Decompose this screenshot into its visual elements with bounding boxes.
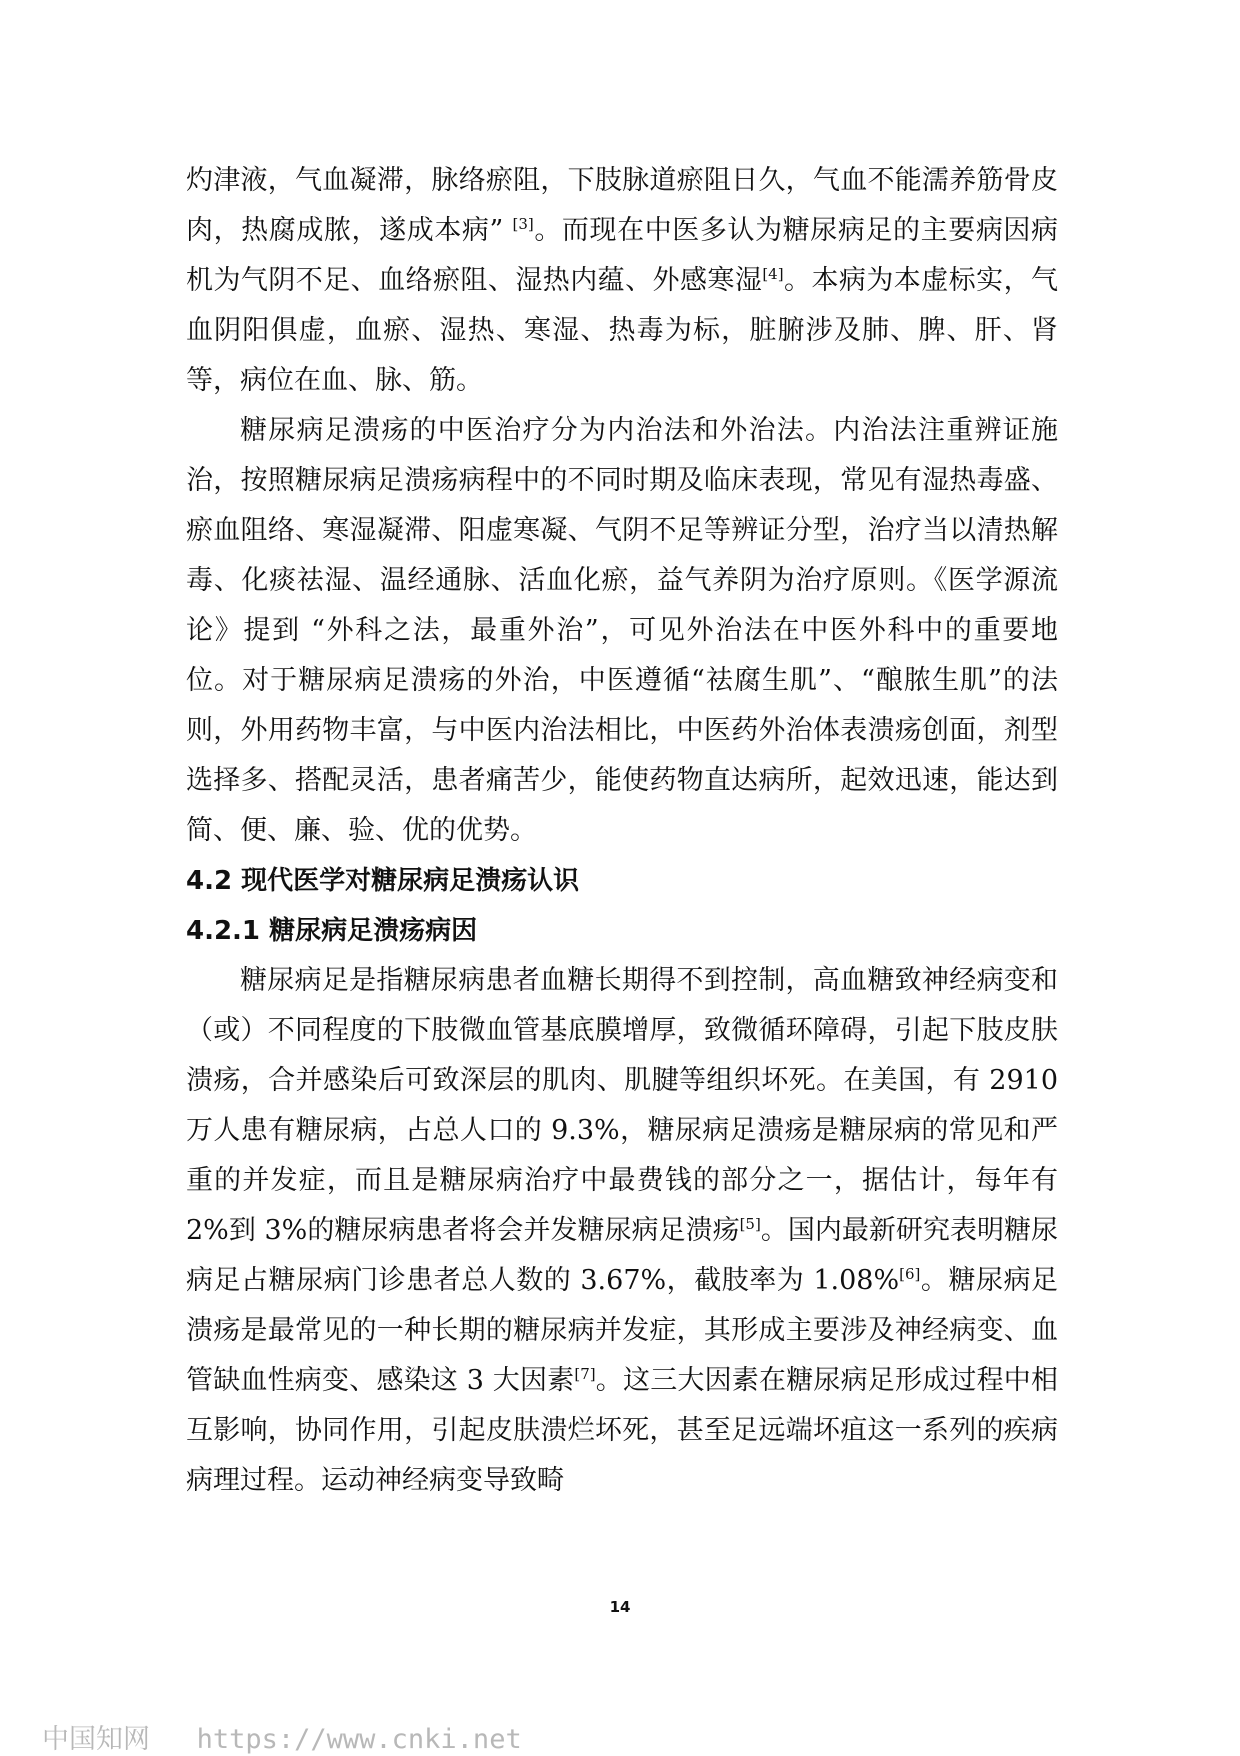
citation-ref: [6] <box>899 1265 921 1283</box>
text-run: 。国内最新研究表明糖尿病足占糖尿病门诊患者总人数的 3.67%，截肢率为 1.08% <box>186 1215 1059 1296</box>
body-paragraph <box>186 956 1058 1506</box>
citation-ref: [4] <box>762 265 784 283</box>
section-heading: 4.2.1 糖尿病足溃疡病因 <box>186 916 478 946</box>
text-run: 。这三大因素在糖尿病足形成过程中相互影响，协同作用，引起皮肤溃烂坏死，甚至足远端坏疽这一系列的疾病病理过程。运动神经病变导致畸 <box>186 1365 1059 1496</box>
text-run: 糖尿病足溃疡的中医治疗分为内治法和外治法。内治法注重辨证施治，按照糖尿病足溃疡病程中的不同时期及临床表现，常见有湿热毒盛、瘀血阻络、寒湿凝滞、阳虚寒凝、气阴不足等辨证分型，治疗当以清热解毒、化痰祛湿、温经通脉、活血化瘀，益气养阴为治疗原则。《医学源流论》提到 “外科之法，最重外治”，可见外治法在中医外科中的重要地位。对于糖尿病足溃疡的外治，中医遵循“祛腐生肌”、“酿脓生肌”的法则，外用药物丰富，与中医内治法相比，中医药外治体表溃疡创面，剂型选择多、搭配灵活，患者痛苦少，能使药物直达病所，起效迅速，能达到简、便、廉、验、优的优势。 <box>186 415 1058 846</box>
text-run: 。本病为本虚标实，气血阴阳俱虚，血瘀、湿热、寒湿、热毒为标，脏腑涉及肺、脾、肝、肾等，病位在血、脉、筋。 <box>186 265 1059 396</box>
cnki-watermark <box>42 1717 522 1756</box>
watermark-name: 中国知网 <box>42 1724 150 1755</box>
text-run: 。糖尿病足溃疡是最常见的一种长期的糖尿病并发症，其形成主要涉及神经病变、血管缺血性病变、感染这 3 大因素 <box>186 1265 1059 1396</box>
citation-ref: [3] <box>512 215 534 233</box>
text-run: 。而现在中医多认为糖尿病足的主要病因病机为气阴不足、血络瘀阻、湿热内蕴、外感寒湿 <box>186 215 1059 296</box>
text-run: 灼津液，气血凝滞，脉络瘀阻，下肢脉道瘀阻日久，气血不能濡养筋骨皮肉，热腐成脓，遂成本病” <box>186 165 1058 246</box>
watermark-url: https://www.cnki.net <box>196 1724 522 1755</box>
citation-ref: [5] <box>739 1215 761 1233</box>
body-paragraph <box>186 406 1058 856</box>
citation-ref: [7] <box>574 1365 596 1383</box>
page-body <box>186 156 1058 1506</box>
section-heading: 4.2 现代医学对糖尿病足溃疡认识 <box>186 866 580 896</box>
page-number: 14 <box>609 1598 631 1616</box>
continued-paragraph <box>186 156 1058 406</box>
text-run: 糖尿病足是指糖尿病患者血糖长期得不到控制，高血糖致神经病变和（或）不同程度的下肢微血管基底膜增厚，致微循环障碍，引起下肢皮肤溃疡，合并感染后可致深层的肌肉、肌腱等组织坏死。在美国，有 2910 万人患有糖尿病，占总人口的 9.3%，糖尿病足溃疡是糖尿病的常见和严重的并发症，而且是糖尿病治疗中最费钱的部分之一，据估计，每年有 2%到 3%的糖尿病患者将会并发糖尿病足溃疡 <box>186 965 1058 1246</box>
